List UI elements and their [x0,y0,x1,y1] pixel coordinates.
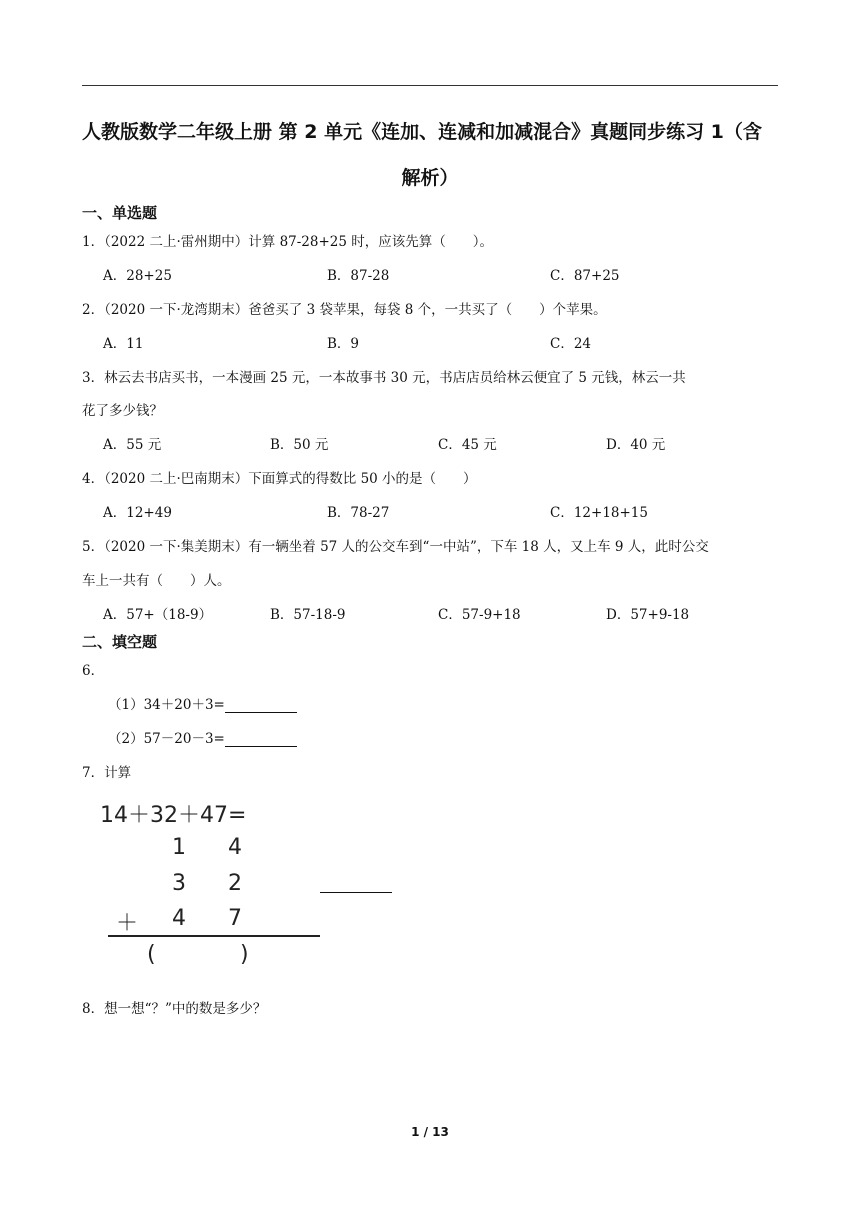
question-6-label: 6． [82,663,105,679]
q6-part-1-expression: （1）34＋20＋3= [108,697,225,713]
answer-blank[interactable] [225,698,297,713]
q7-sum-line [108,935,320,937]
section-heading-single-choice: 一、单选题 [82,204,158,222]
q3-option-b: B．50 元 [270,437,329,453]
q1-option-c: C．87+25 [550,268,620,284]
q7-digit: 3 [172,871,186,896]
question-6-part-2 [108,727,297,747]
q1-option-a: A．28+25 [103,268,172,284]
q2-option-c: C．24 [550,336,592,352]
header-rule [82,85,778,86]
q7-plus-sign: ＋ [116,911,139,936]
q7-digit: 4 [228,835,242,860]
q2-option-a: A．11 [103,336,144,352]
q6-part-2-expression: （2）57－20－3= [108,731,225,747]
q4-option-c: C．12+18+15 [550,505,648,521]
question-3-line-2: 花了多少钱？ [82,403,163,419]
q4-option-a: A．12+49 [103,505,172,521]
question-5-line-1: 5．（2020 一下·集美期末）有一辆坐着 57 人的公交车到“一中站”，下车 18 人，又上车 9 人，此时公交 [82,539,709,555]
question-6-part-1 [108,693,297,713]
q7-result-open-paren: ( [147,942,156,967]
q7-digit: 4 [172,906,186,931]
q2-option-b: B．9 [327,336,360,352]
q5-option-b: B．57-18-9 [270,607,346,623]
document-title-continued: 解析） [401,167,459,189]
q5-option-d: D．57+9-18 [606,607,690,623]
question-2: 2．（2020 一下·龙湾期末）爸爸买了 3 袋苹果，每袋 8 个，一共买了（ ）个苹果。 [82,302,607,318]
q4-option-b: B．78-27 [327,505,390,521]
question-5-line-2: 车上一共有（ ）人。 [82,573,231,589]
answer-blank[interactable] [320,892,392,893]
q5-option-a: A．57+（18-9） [103,607,213,623]
question-7-label: 7．计算 [82,765,132,781]
answer-blank[interactable] [225,732,297,747]
question-4: 4．（2020 二上·巴南期末）下面算式的得数比 50 小的是（ ） [82,471,477,487]
q5-option-c: C．57-9+18 [438,607,521,623]
q3-option-d: D．40 元 [606,437,666,453]
q7-digit: 2 [228,871,242,896]
q7-expression: 14＋32＋47= [100,803,247,828]
q3-option-c: C．45 元 [438,437,497,453]
question-3-line-1: 3．林云去书店买书，一本漫画 25 元，一本故事书 30 元，书店店员给林云便宜了 5 元钱，林云一共 [82,370,686,386]
q3-option-a: A．55 元 [103,437,162,453]
q7-result-close-paren: ) [240,942,249,967]
document-title: 人教版数学二年级上册 第 2 单元《连加、连减和加减混合》真题同步练习 1（含 [82,121,762,143]
q7-digit: 7 [228,906,242,931]
q7-digit: 1 [172,835,186,860]
section-heading-fill-in: 二、填空题 [82,633,158,651]
q1-option-b: B．87-28 [327,268,390,284]
question-8: 8．想一想“？”中的数是多少？ [82,1001,267,1017]
page-number: 1 / 13 [411,1125,449,1139]
question-1: 1．（2022 二上·雷州期中）计算 87-28+25 时，应该先算（ ）。 [82,234,494,250]
